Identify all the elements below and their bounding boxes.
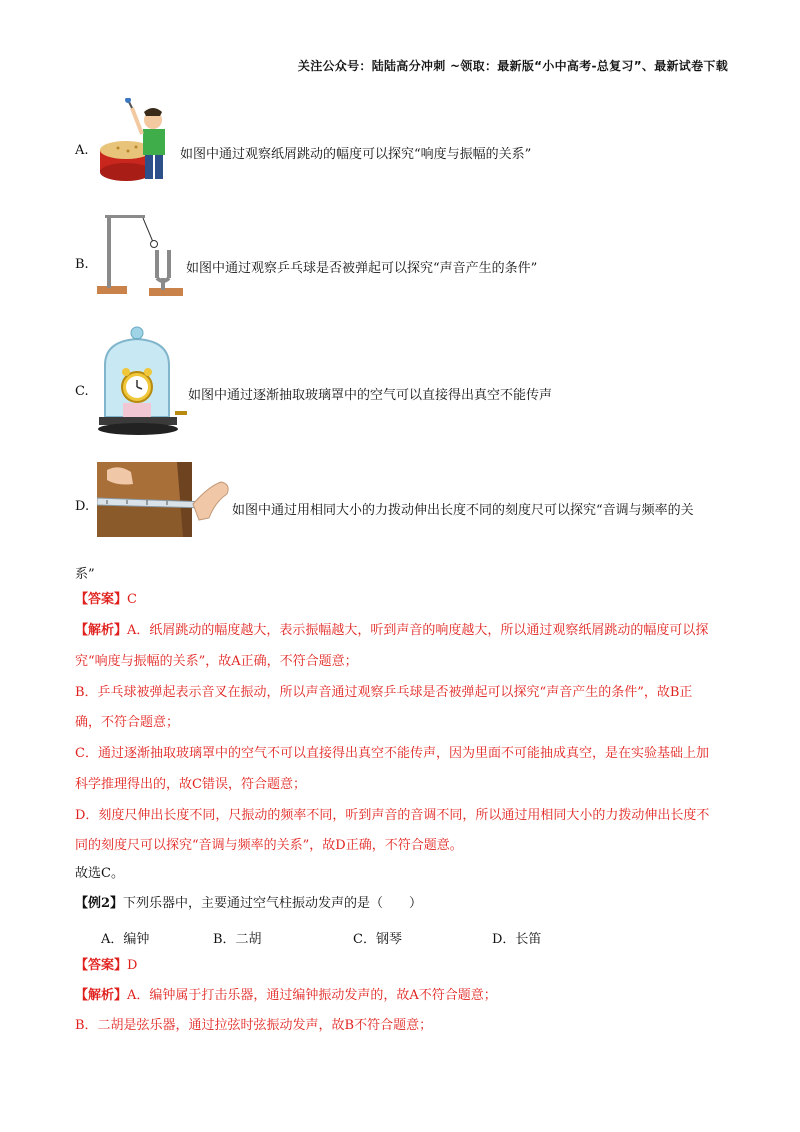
analysis-2-line-2: B．二胡是弦乐器，通过拉弦时弦振动发声，故B不符合题意； xyxy=(75,1018,433,1033)
analysis-1-line-5: C．通过逐渐抽取玻璃罩中的空气不可以直接得出真空不能传声，因为里面不可能抽成真空，是在实验基础上加 xyxy=(75,746,709,761)
answer-1-label: 【答案】 xyxy=(75,592,128,607)
analysis-2-text-1: A．编钟属于打击乐器，通过编钟振动发声的，故A不符合题意； xyxy=(127,988,497,1003)
answer-2 xyxy=(75,957,730,975)
analysis-2-label: 【解析】 xyxy=(75,988,128,1003)
analysis-1-line-8: 同的刻度尺可以探究“音调与频率的关系”，故D正确，不符合题意。 xyxy=(75,838,463,853)
option-b-text: 如图中通过观察乒乓球是否被弹起可以探究“声音产生的条件” xyxy=(186,261,538,276)
tuning-fork-experiment-image xyxy=(95,212,187,298)
option-a-text: 如图中通过观察纸屑跳动的幅度可以探究“响度与振幅的关系” xyxy=(180,147,532,162)
option-b-letter: B. xyxy=(75,257,89,272)
example-2-question xyxy=(75,895,730,913)
analysis-1-line-4: 确，不符合题意； xyxy=(75,715,180,730)
choice-c: C．钢琴 xyxy=(353,932,402,947)
analysis-1-line-2: 究“响度与振幅的关系”，故A正确，不符合题意； xyxy=(75,654,358,669)
analysis-1-line-1 xyxy=(75,622,730,640)
analysis-1-label: 【解析】 xyxy=(75,623,128,638)
analysis-1-line-6: 科学推理得出的，故C错误，符合题意； xyxy=(75,777,306,792)
option-d-text-continued: 系” xyxy=(75,567,95,582)
example-2-label: 【例2】 xyxy=(75,896,124,911)
analysis-1-text-1: A．纸屑跳动的幅度越大，表示振幅越大，听到声音的响度越大，所以通过观察纸屑跳动的幅度可以探 xyxy=(127,623,709,638)
analysis-1-conclusion: 故选C。 xyxy=(75,866,124,881)
ruler-experiment-image xyxy=(97,462,232,537)
drum-experiment-image xyxy=(98,98,178,186)
option-d-text: 如图中通过用相同大小的力拨动伸出长度不同的刻度尺可以探究“音调与频率的关 xyxy=(232,503,694,518)
answer-2-label: 【答案】 xyxy=(75,958,128,973)
analysis-1-line-7: D．刻度尺伸出长度不同，尺振动的频率不同，听到声音的音调不同，所以通过用相同大小的力拨动伸出长度不 xyxy=(75,808,710,823)
option-a-letter: A. xyxy=(75,143,89,158)
choice-b: B．二胡 xyxy=(213,932,262,947)
answer-1 xyxy=(75,591,730,609)
option-c-text: 如图中通过逐渐抽取玻璃罩中的空气可以直接得出真空不能传声 xyxy=(188,388,553,403)
option-d-letter: D. xyxy=(75,499,90,514)
analysis-2-line-1 xyxy=(75,987,730,1005)
choice-a: A．编钟 xyxy=(101,932,150,947)
analysis-1-line-3: B．乒乓球被弹起表示音叉在振动，所以声音通过观察乒乓球是否被弹起可以探究“声音产生的条件”，故B正 xyxy=(75,685,693,700)
bell-jar-experiment-image xyxy=(97,325,189,437)
page-header: 关注公众号：陆陆高分冲刺 ~领取：最新版“小中高考-总复习”、最新试卷下载 xyxy=(297,59,728,73)
option-c-letter: C. xyxy=(75,384,89,399)
answer-1-value: C xyxy=(127,592,137,607)
choice-d: D．长笛 xyxy=(492,932,542,947)
example-2-text: 下列乐器中，主要通过空气柱振动发声的是（ ） xyxy=(123,896,423,911)
answer-2-value: D xyxy=(127,958,138,973)
